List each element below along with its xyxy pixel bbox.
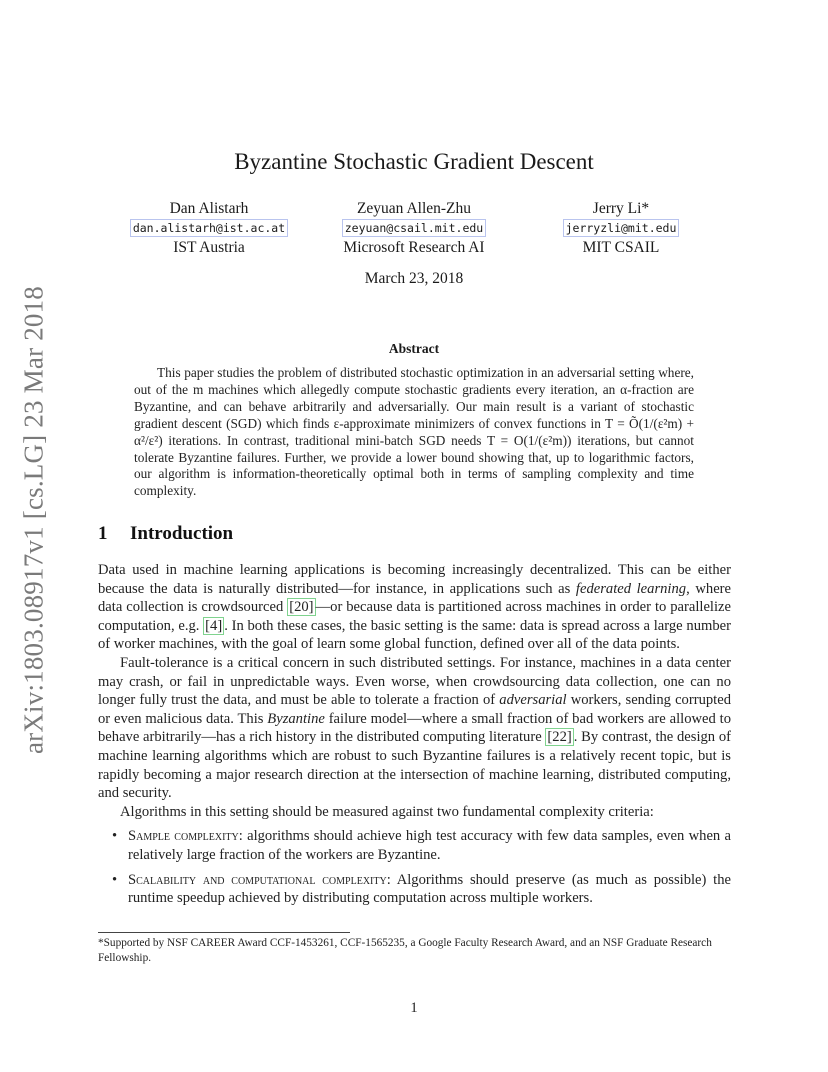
criteria-list [98,827,731,907]
author-block [548,199,694,257]
emphasis-text: adversarial [499,692,567,709]
abstract-sentence: iterations. In contrast, traditional mini-batch SGD needs [162,432,487,448]
author-name: Jerry Li* [592,200,650,217]
author-affiliation: Microsoft Research AI [343,239,485,256]
text-run: , where data collection is crowdsourced [98,580,732,616]
text-run: . In both these cases, the basic setting is the same: data is spread across a large number of worker machines, with the goal of learn some global function, defined over all of the data points. [98,617,731,653]
citation-link[interactable]: [4] [205,617,223,634]
paper-title: Byzantine Stochastic Gradient Descent [234,149,594,174]
bullet-icon: • [112,871,118,888]
paragraph [98,561,731,654]
abstract-equation: T = Õ(1/(ε²m) + α²/ε²) [134,415,694,448]
emphasis-text: Byzantine [267,710,325,727]
author-email-link[interactable]: zeyuan@csail.mit.edu [342,219,486,237]
text-run: failure model—where a small fraction of bad workers are allowed to behave arbitrarily—has a rich history in the distributed computing literature [98,710,731,746]
author-block [318,199,510,257]
arxiv-identifier-stamp: arXiv:1803.08917v1 [cs.LG] 23 Mar 2018 [18,285,49,755]
section-title: Introduction [130,523,234,544]
abstract-sentence: This paper studies the problem of distributed stochastic optimization in an adversarial setting where, out of the m machines which allegedly compute stochastic gradients every iteration, an α-fraction are Byzantine, and can behave arbitrarily and adversarially. Our main result is a variant of stochastic gradient descent (SGD) which finds ε-approximate minimizers of convex functions in [134,365,694,431]
emphasis-text: federated learning [575,580,687,597]
text-run: Data used in machine learning applications is becoming increasingly decentralized. This can be either because the data is naturally distributed—for instance, in applications such as [98,562,731,597]
author-affiliation: MIT CSAIL [582,239,660,256]
footnote-divider [98,932,350,933]
list-item [112,827,731,864]
paragraph [98,654,731,803]
page-number: 1 [410,1000,418,1016]
abstract-sentence: iterations, but cannot tolerate Byzantine failures. Further, we provide a lower bound showing that, up to logarithmic factors, our algorithm is information-theoretically optimal both in terms of sampling complexity and time complexity. [134,432,694,499]
list-item-heading: Sample complexity [128,828,239,845]
abstract-text [134,365,694,500]
section-heading [98,523,233,545]
text-run: —or because data is partitioned across machines in order to parallelize computation, e.g. [98,599,731,634]
abstract-heading: Abstract [388,341,440,356]
citation-link[interactable]: [20] [289,599,314,616]
list-item-heading: Scalability and computational complexity [128,871,387,888]
author-name: Zeyuan Allen-Zhu [356,200,472,217]
author-email-link[interactable]: dan.alistarh@ist.ac.at [130,219,288,237]
bullet-icon: • [112,828,118,845]
abstract-equation: T = O(1/(ε²m)) [486,432,572,448]
list-item-text: : Algorithms should preserve (as much as possible) the runtime speedup achieved by distributing computation across multiple workers. [128,871,731,907]
author-email-link[interactable]: jerryzli@mit.edu [563,219,680,237]
section-number: 1 [98,523,108,544]
text-run: workers, sending corrupted or even malicious data. This [98,692,731,727]
paragraph: Algorithms in this setting should be measured against two fundamental complexity criteria: [120,803,654,820]
list-item [112,871,731,908]
list-item-text: : algorithms should achieve high test accuracy with few data samples, even when a relatively large fraction of the workers are Byzantine. [128,828,731,863]
section-body [98,561,731,914]
text-run: . By contrast, the design of machine learning algorithms which are robust to such Byzantine failures is a relatively recent topic, but is rapidly becoming a major research direction at the intersection of machine learning, distributed computing, and security. [98,729,731,802]
text-run: Fault-tolerance is a critical concern in such distributed settings. For instance, machines in a data center may crash, or fail in unpredictable ways. Even worse, when crowdsourcing data collection, one can no longer fully trust the data, and must be able to tolerate a fraction of [98,654,731,709]
author-block [118,199,300,257]
footnote: *Supported by NSF CAREER Award CCF-1453261, CCF-1565235, a Google Faculty Research Award, and an NSF Graduate Research Fellowship. [98,937,712,964]
paper-date: March 23, 2018 [364,270,464,287]
author-name: Dan Alistarh [169,200,249,217]
author-affiliation: IST Austria [173,239,245,256]
citation-link[interactable]: [22] [547,729,572,746]
